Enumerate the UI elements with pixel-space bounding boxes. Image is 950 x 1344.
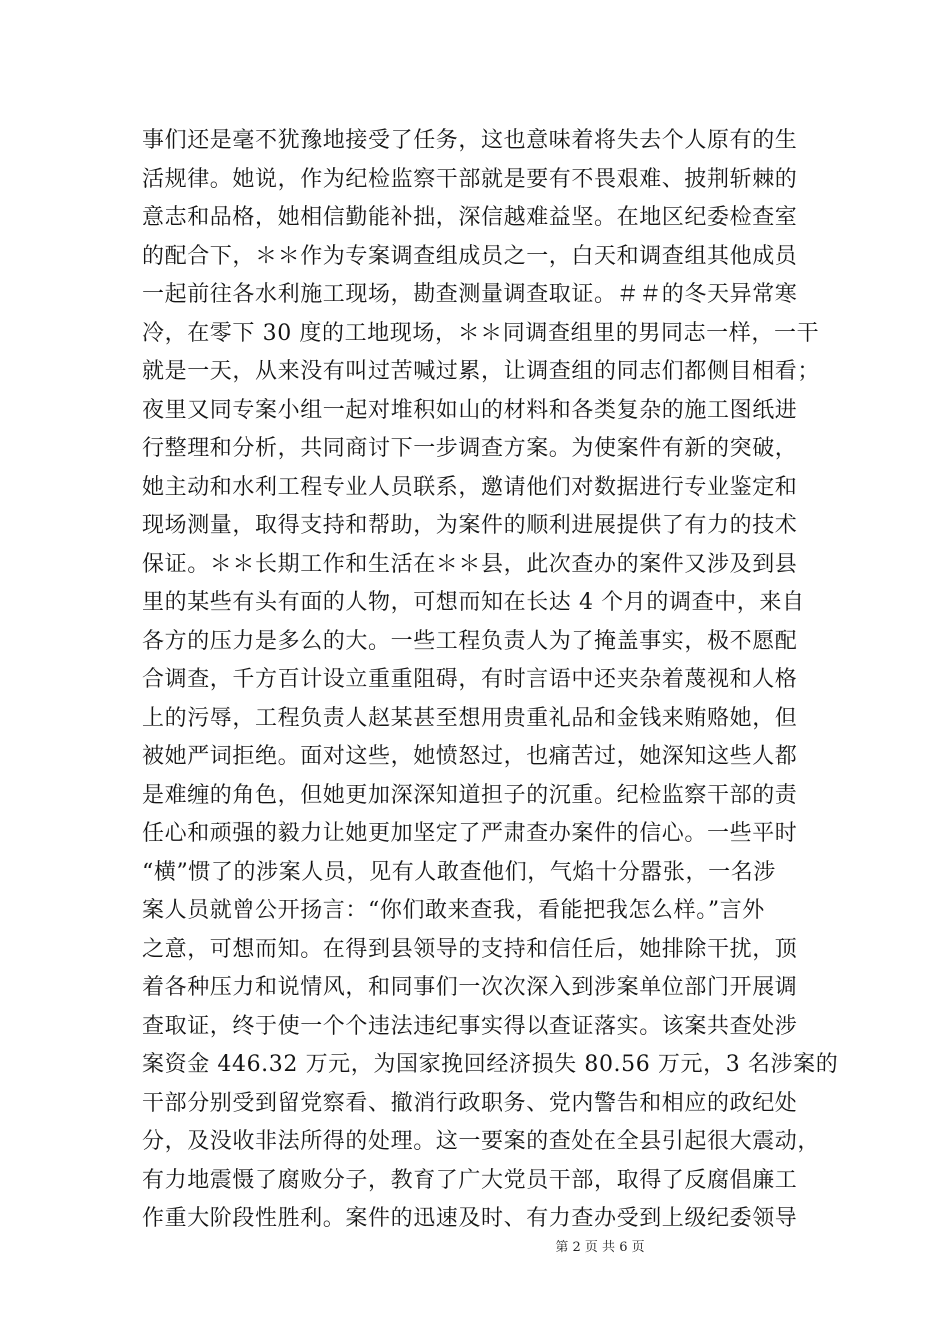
text-line: 冷，在零下 30 度的工地现场，＊＊同调查组里的男同志一样，一干 xyxy=(142,320,820,346)
text-line: 各方的压力是多么的大。一些工程负责人为了掩盖事实，极不愿配 xyxy=(142,628,798,654)
text-line: 就是一天，从来没有叫过苦喊过累，让调查组的同志们都侧目相看； xyxy=(142,359,821,384)
text-line: 干部分别受到留党察看、撤消行政职务、党内警告和相应的政纪处 xyxy=(142,1090,798,1116)
text-line: 活规律。她说，作为纪检监察干部就是要有不畏艰难、披荆斩棘的 xyxy=(142,166,798,192)
text-line: 任心和顽强的毅力让她更加坚定了严肃查办案件的信心。一些平时 xyxy=(142,821,798,846)
page-number: 第 2 页 共 6 页 xyxy=(555,1240,645,1255)
text-line: 现场测量，取得支持和帮助，为案件的顺利进展提供了有力的技术 xyxy=(142,513,798,538)
text-line: 分，及没收非法所得的处理。这一要案的查处在全县引起很大震动， xyxy=(142,1129,821,1154)
text-line: 一起前往各水利施工现场，勘查测量调查取证。＃＃的冬天异常寒 xyxy=(142,282,798,307)
body-text xyxy=(142,122,842,1239)
text-line: 事们还是毫不犹豫地接受了任务，这也意味着将失去个人原有的生 xyxy=(142,128,798,153)
text-line: 行整理和分析，共同商讨下一步调查方案。为使案件有新的突破， xyxy=(142,436,798,461)
text-line: 合调查，千方百计设立重重阻碍，有时言语中还夹杂着蔑视和人格 xyxy=(142,667,798,692)
text-line: 夜里又同专案小组一起对堆积如山的材料和各类复杂的施工图纸进 xyxy=(142,397,798,423)
text-line: 她主动和水利工程专业人员联系，邀请他们对数据进行专业鉴定和 xyxy=(142,474,798,500)
text-line: 查取证，终于使一个个违法违纪事实得以查证落实。该案共查处涉 xyxy=(142,1013,798,1039)
text-line: 里的某些有头有面的人物，可想而知在长达 4 个月的调查中，来自 xyxy=(142,590,805,615)
text-line: 上的污辱，工程负责人赵某甚至想用贵重礼品和金钱来贿赂她，但 xyxy=(142,705,798,731)
text-line: 作重大阶段性胜利。案件的迅速及时、有力查办受到上级纪委领导 xyxy=(142,1206,798,1231)
text-line: 被她严词拒绝。面对这些，她愤怒过，也痛苦过，她深知这些人都 xyxy=(142,744,798,769)
text-line: 案人员就曾公开扬言：“你们敢来查我，看能把我怎么样。”言外 xyxy=(142,898,765,923)
text-line: “横”惯了的涉案人员，见有人敢查他们，气焰十分嚣张，一名涉 xyxy=(142,859,776,885)
text-line: 着各种压力和说情风，和同事们一次次深入到涉案单位部门开展调 xyxy=(142,975,798,1000)
text-line: 是难缠的角色，但她更加深深知道担子的沉重。纪检监察干部的责 xyxy=(142,782,798,808)
text-line: 之意，可想而知。在得到县领导的支持和信任后，她排除干扰，顶 xyxy=(142,936,798,962)
text-line: 有力地震慑了腐败分子，教育了广大党员干部，取得了反腐倡廉工 xyxy=(142,1167,798,1193)
text-line: 案资金 446.32 万元，为国家挽回经济损失 80.56 万元，3 名涉案的 xyxy=(142,1052,839,1077)
text-line: 意志和品格，她相信勤能补拙，深信越难益坚。在地区纪委检查室 xyxy=(142,205,798,230)
page-footer xyxy=(0,1236,950,1255)
text-line: 的配合下，＊＊作为专案调查组成员之一，白天和调查组其他成员 xyxy=(142,243,798,269)
text-line: 保证。＊＊长期工作和生活在＊＊县，此次查办的案件又涉及到县 xyxy=(142,551,798,577)
